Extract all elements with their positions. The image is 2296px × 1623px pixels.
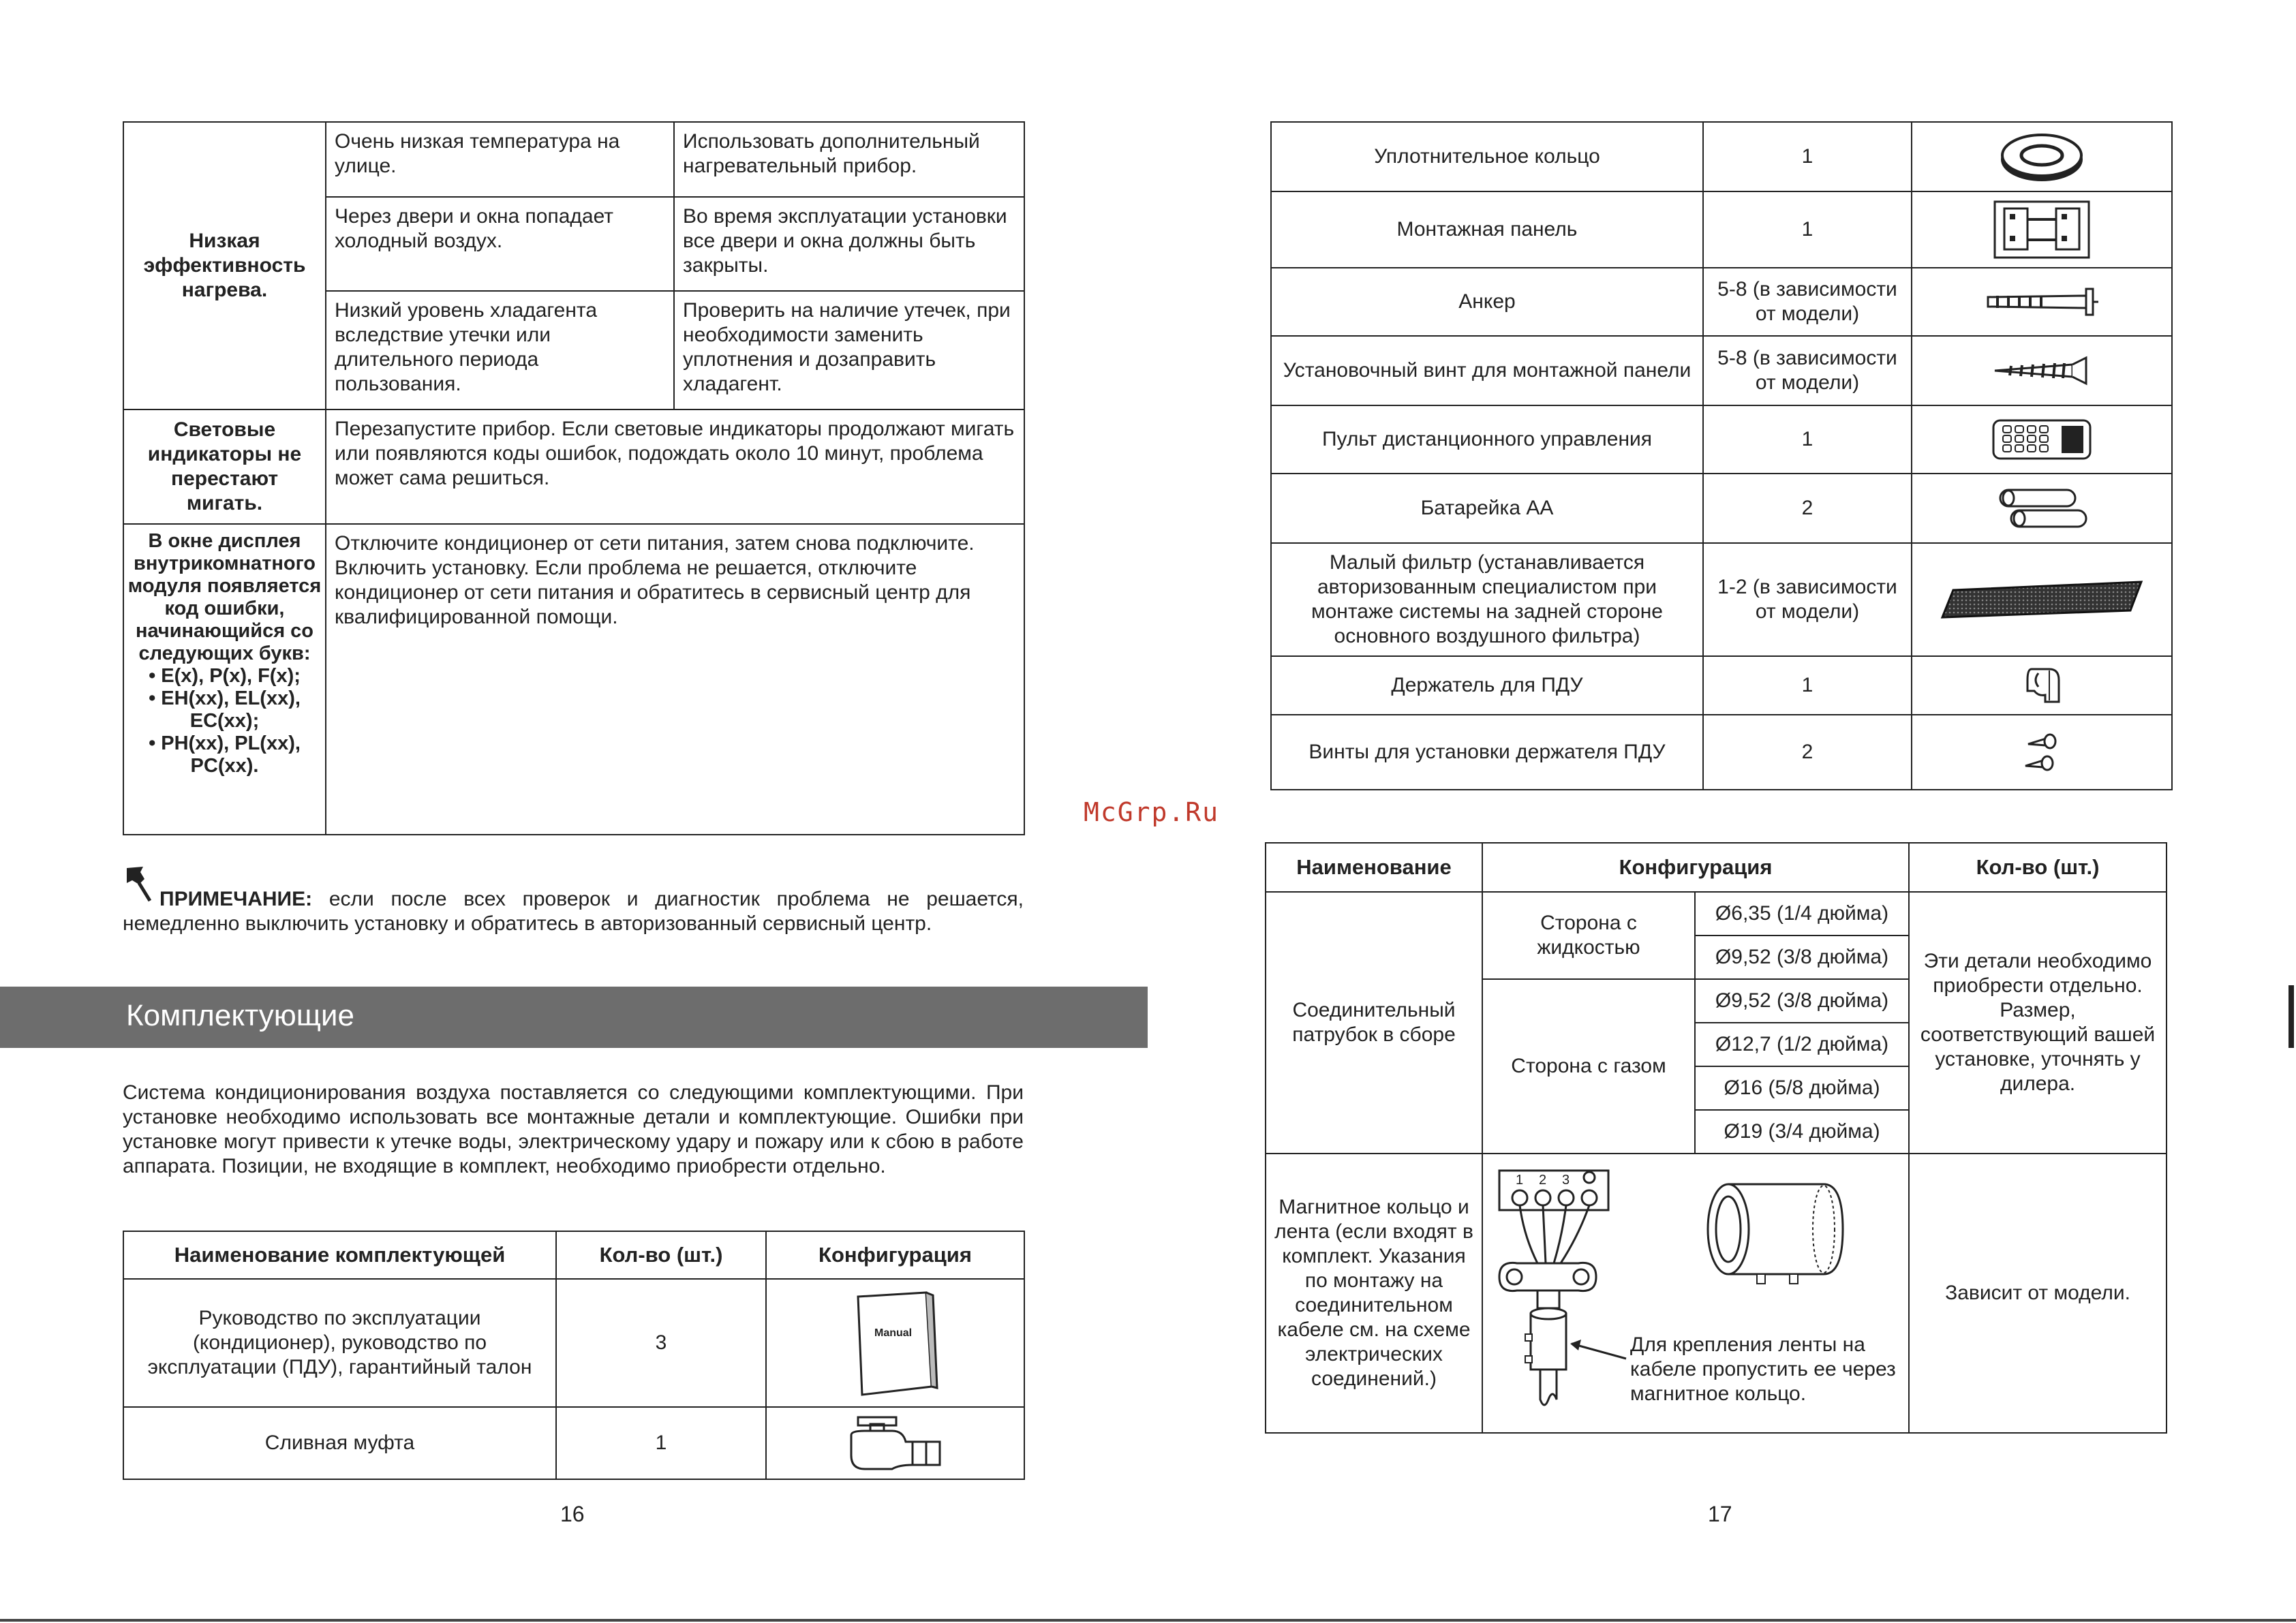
solution-cell: Отключите кондиционер от сети питания, затем снова подключите. Включить установку. Если проблема не решается, отключите кондиционер от сети питания и обратитесь в сервисный центр для квалифицированной помощи. xyxy=(326,524,1024,835)
liquid-side: Сторона с жидкостью xyxy=(1482,892,1695,979)
item-name: Установочный винт для монтажной панели xyxy=(1271,336,1703,405)
pipe-size: Ø12,7 (1/2 дюйма) xyxy=(1695,1023,1909,1066)
column-header: Кол-во (шт.) xyxy=(556,1231,766,1279)
column-header: Наименование комплектующей xyxy=(123,1231,556,1279)
column-header: Конфигурация xyxy=(766,1231,1024,1279)
remote-control-icon xyxy=(1991,418,2093,461)
pipe-assembly-table xyxy=(1265,842,2167,1434)
pipe-name: Соединительный патрубок в сборе xyxy=(1266,892,1482,1154)
small-screws-icon xyxy=(2021,726,2062,778)
error-code-list-item: • E(x), P(x), F(x); xyxy=(149,665,301,687)
page-bottom-edge xyxy=(0,1619,2296,1622)
item-config xyxy=(1912,191,2172,268)
cause-cell: Очень низкая температура на улице. xyxy=(326,122,674,197)
section-title: Комплектующие xyxy=(126,999,354,1032)
problem-heating: Низкая эффективность нагрева. xyxy=(123,122,326,409)
error-code-list-item: • PH(xx), PL(xx), PC(xx). xyxy=(149,732,301,777)
item-qty: 1 xyxy=(1703,405,1912,474)
pipe-size: Ø9,52 (3/8 дюйма) xyxy=(1695,936,1909,979)
error-code-text: В окне дисплея внутрикомнатного модуля появляется код ошибки, начинающийся со следующих букв: xyxy=(127,530,322,664)
note-text: если после всех проверок и диагностик проблема не решается, немедленно выключить установку и обратитесь в авторизованный сервисный центр. xyxy=(123,888,1024,935)
item-qty: 2 xyxy=(1703,474,1912,543)
column-header: Наименование xyxy=(1266,843,1482,892)
item-config xyxy=(1912,405,2172,474)
item-qty: 1-2 (в зависимости от модели) xyxy=(1703,543,1912,656)
pipe-size: Ø16 (5/8 дюйма) xyxy=(1695,1066,1909,1110)
problem-indicators: Световые индикаторы не перестают мигать. xyxy=(123,409,326,524)
item-name: Анкер xyxy=(1271,268,1703,336)
magnet-ring-diagram xyxy=(1482,1154,1909,1433)
intro-paragraph: Система кондиционирования воздуха поставляется со следующими комплектующими. При установке необходимо использовать все монтажные детали и комплектующие. Ошибки при установке могут привести к утечке воды, электрическому удару и пожару или к сбою в работе аппарата. Позиции, не входящие в комплект, необходимо приобрести отдельно. xyxy=(123,1081,1024,1177)
gas-side: Сторона с газом xyxy=(1482,979,1695,1154)
item-qty: 1 xyxy=(1703,122,1912,191)
solution-cell: Перезапустите прибор. Если световые индикаторы продолжают мигать или появляются коды ошибок, подождать около 10 минут, проблема может сама решиться. xyxy=(326,409,1024,524)
terminal-label: 2 xyxy=(1539,1173,1547,1188)
anchor-icon xyxy=(1984,285,2100,319)
drain-joint-icon xyxy=(844,1415,947,1472)
accessories-table-continued xyxy=(1270,121,2173,790)
remote-holder-icon xyxy=(2018,664,2066,707)
screw-icon xyxy=(1991,355,2093,386)
pipe-size: Ø19 (3/4 дюйма) xyxy=(1695,1110,1909,1154)
item-qty: 2 xyxy=(1703,715,1912,790)
item-name: Винты для установки держателя ПДУ xyxy=(1271,715,1703,790)
item-config xyxy=(1912,474,2172,543)
item-qty: 5-8 (в зависимости от модели) xyxy=(1703,336,1912,405)
filter-icon xyxy=(1940,578,2144,621)
item-qty: 1 xyxy=(556,1407,766,1479)
pipe-qty-note: Эти детали необходимо приобрести отдельно. Размер, соответствующий вашей установке, уточнять у дилера. xyxy=(1909,892,2167,1154)
item-config xyxy=(1912,268,2172,336)
item-name: Руководство по эксплуатации (кондиционер), руководство по эксплуатации (ПДУ), гарантийный талон xyxy=(123,1279,556,1407)
note xyxy=(123,887,1024,936)
item-qty: 5-8 (в зависимости от модели) xyxy=(1703,268,1912,336)
manual-icon xyxy=(851,1288,940,1397)
pipe-size: Ø6,35 (1/4 дюйма) xyxy=(1695,892,1909,936)
page-number-left: 16 xyxy=(560,1502,585,1526)
column-header: Кол-во (шт.) xyxy=(1909,843,2167,892)
terminal-label: 3 xyxy=(1562,1173,1570,1188)
item-qty: 1 xyxy=(1703,656,1912,715)
accessories-table xyxy=(123,1231,1025,1480)
item-name: Уплотнительное кольцо xyxy=(1271,122,1703,191)
solution-cell: Использовать дополнительный нагревательный прибор. xyxy=(674,122,1024,197)
magnet-note: Для крепления ленты на кабеле пропустить ее через магнитное кольцо. xyxy=(1630,1333,1896,1405)
troubleshooting-table xyxy=(123,121,1025,835)
solution-cell: Проверить на наличие утечек, при необходимости заменить уплотнения и дозаправить хладагент. xyxy=(674,291,1024,409)
magnet-ring-name: Магнитное кольцо и лента (если входят в комплект. Указания по монтажу на соединительном кабеле см. на схеме электрических соединений.) xyxy=(1266,1154,1482,1433)
item-config xyxy=(1912,336,2172,405)
svg-text:Manual: Manual xyxy=(874,1327,912,1339)
cause-cell: Через двери и окна попадает холодный воздух. xyxy=(326,197,674,291)
magnet-qty: Зависит от модели. xyxy=(1909,1154,2167,1433)
pipe-size: Ø9,52 (3/8 дюйма) xyxy=(1695,979,1909,1023)
problem-error-code xyxy=(123,524,326,835)
item-qty: 1 xyxy=(1703,191,1912,268)
item-qty: 3 xyxy=(556,1279,766,1407)
note-label: ПРИМЕЧАНИЕ: xyxy=(159,888,313,910)
error-code-list-item: • EH(xx), EL(xx), EC(xx); xyxy=(149,687,301,732)
item-name: Малый фильтр (устанавливается авторизованным специалистом при монтаже системы на задней стороне основного воздушного фильтра) xyxy=(1271,543,1703,656)
solution-cell: Во время эксплуатации установки все двери и окна должны быть закрыты. xyxy=(674,197,1024,291)
page-edge-mark xyxy=(2289,985,2294,1048)
item-config xyxy=(766,1279,1024,1407)
item-config xyxy=(766,1407,1024,1479)
item-name: Монтажная панель xyxy=(1271,191,1703,268)
section-header-bar xyxy=(0,987,1148,1048)
item-name: Держатель для ПДУ xyxy=(1271,656,1703,715)
item-config xyxy=(1912,715,2172,790)
terminal-label: 1 xyxy=(1516,1173,1524,1188)
column-header: Конфигурация xyxy=(1482,843,1909,892)
item-name: Пульт дистанционного управления xyxy=(1271,405,1703,474)
item-name: Батарейка АА xyxy=(1271,474,1703,543)
mounting-plate-icon xyxy=(1991,199,2093,260)
item-config xyxy=(1912,122,2172,191)
seal-ring-icon xyxy=(1997,129,2086,184)
item-config xyxy=(1912,656,2172,715)
page-number-right: 17 xyxy=(1708,1502,1732,1526)
battery-icon xyxy=(1991,486,2093,531)
item-name: Сливная муфта xyxy=(123,1407,556,1479)
item-config xyxy=(1912,543,2172,656)
cause-cell: Низкий уровень хладагента вследствие утечки или длительного периода пользования. xyxy=(326,291,674,409)
watermark: McGrp.Ru xyxy=(1084,797,1220,827)
